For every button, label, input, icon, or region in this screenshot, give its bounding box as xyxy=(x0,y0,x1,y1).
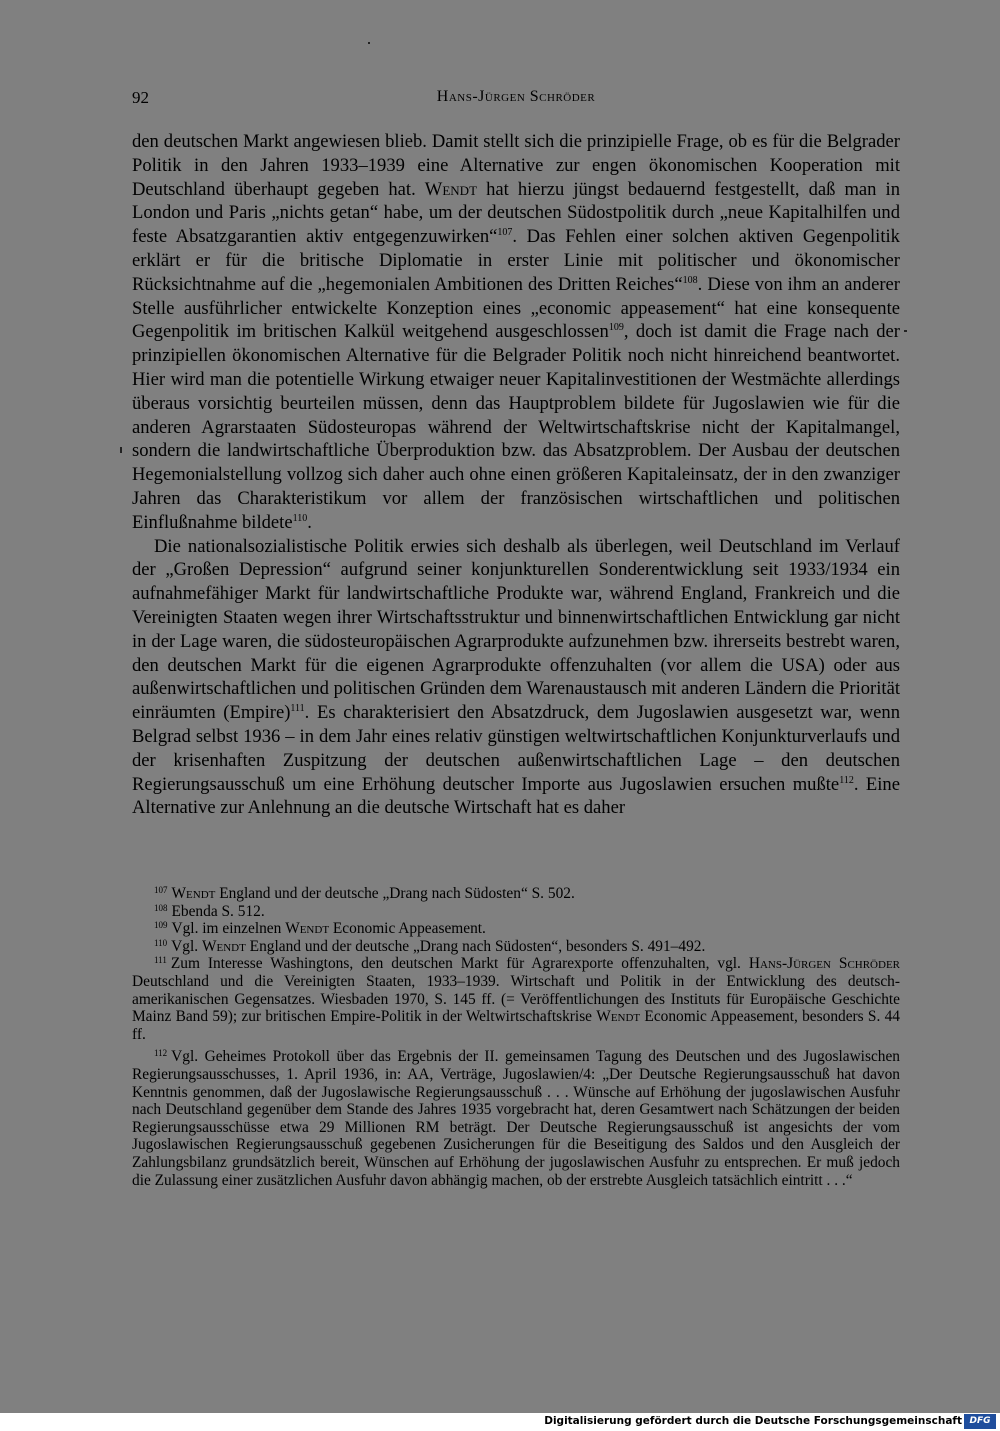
author-name: Hans-Jürgen Schröder xyxy=(748,955,901,973)
footnote-number: 107 xyxy=(154,885,168,895)
footnote-110 xyxy=(132,938,900,956)
footnote-text: Vgl. xyxy=(171,937,202,955)
funding-notice[interactable]: Digitalisierung gefördert durch die Deutsche Forschungsgemeinschaft xyxy=(544,1415,962,1427)
footnote-text: Economic Appeasement, besonders S. 44 ff. xyxy=(132,1008,900,1043)
footer-bar xyxy=(0,1413,1000,1431)
text-run: den deutschen Markt angewiesen blieb. Damit stellt sich die prinzipielle Frage, ob es für die Belgrader Politik in den Jahren 1933–1939 eine Alternative zur engen ökonomischen Kooperation mit Deutschland überhaupt gegeben hat. xyxy=(132,131,900,200)
author-name: Wendt xyxy=(424,178,478,200)
footnote-text: Vgl. im einzelnen xyxy=(171,920,286,938)
page-header xyxy=(132,88,900,112)
text-run: hat hierzu jüngst bedauernd festgestellt, daß man in London und Paris „nichts getan“ habe, um der deutschen Südostpolitik durch „neue Kapitalhilfen und feste Absatzgarantien aktiv entgegenzuwirken“ xyxy=(132,178,900,248)
paragraph xyxy=(132,130,900,535)
footnote-107 xyxy=(132,885,900,903)
footnote-ref[interactable]: 107 xyxy=(497,227,513,239)
text-run: . Es charakterisiert den Absatzdruck, dem Jugoslawien ausgesetzt war, wenn Belgrad selbst 1936 – in dem Jahr eines relativ günstigen weltwirtschaftlichen Konjunkturverlaufs und der krisenhaften Zuspitzung der deutschen außenwirtschaftlichen Lage – den deutschen Regierungsausschuß um eine Erhöhung deutscher Importe aus Jugoslawien ersuchen mußte xyxy=(132,702,900,795)
scan-speck xyxy=(368,42,370,44)
text-run: Die nationalsozialistische Politik erwies sich deshalb als überlegen, weil Deutschland im Verlauf der „Großen Depression“ aufgrund seiner konjunkturellen Sonderentwicklung seit 1933/1934 ein aufnahmefähiger Markt für landwirtschaftliche Produkte war, während England, Frankreich und die Vereinigten Staaten wegen ihrer Wirtschaftsstruktur und binnenwirtschaftlichen Entwicklung gar nicht in der Lage waren, die südosteuropäischen Agrarprodukte aufzunehmen bzw. ihrerseits bestrebt waren, den deutschen Markt für die eigenen Agrarprodukte offenzuhalten (vor allem die USA) oder aus außenwirtschaftlichen und politischen Gründen dem Warenaustausch mit anderen Ländern die Priorität einräumten (Empire) xyxy=(132,535,900,724)
author-name: Wendt xyxy=(285,920,330,938)
footnote-number: 110 xyxy=(154,937,168,948)
footnote-ref[interactable]: 110 xyxy=(292,512,308,524)
scan-speck xyxy=(904,330,907,332)
dfg-logo[interactable]: DFG xyxy=(964,1414,996,1429)
author-name: Wendt xyxy=(596,1008,641,1026)
footnote-text: Economic Appeasement. xyxy=(329,920,486,938)
page-number: 92 xyxy=(132,88,149,107)
footnotes xyxy=(132,885,900,1189)
footnote-text: Vgl. Geheimes Protokoll über das Ergebnis der II. gemeinsamen Tagung des Deutschen und des Jugoslawischen Regierungsausschusses, 1. April 1936, in: AA, Verträge, Jugoslawien/4: „Der Deutsche Regierungsausschuß hat davon Kenntnis genommen, daß der Jugoslawische Regierungsausschuß . . . Wünsche auf Erhöhung der jugoslawischen Ausfuhr nach Deutschland gegenüber dem Stande des Jahres 1935 vorgebracht hat, deren Gesamtwert nach Schätzungen der beiden Regierungsausschüsse etwa 29 Millionen RM beträgt. Der Deutsche Regierungsausschuß ist angesichts der vom Jugoslawischen Regierungsausschuß gegebenen Zusicherungen für die Beseitigung des Saldos und den Ausgleich der Zahlungsbilanz grundsätzlich bereit, Wünschen auf Erhöhung der jugoslawischen Ausfuhr zu entsprechen. Er muß jedoch die Zulassung einer zusätzlichen Ausfuhr davon abhängig machen, ob der erstrebte Ausgleich tatsächlich eintritt . . .“ xyxy=(132,1048,900,1189)
footnote-108 xyxy=(132,903,900,921)
footnote-112 xyxy=(132,1048,900,1189)
footnote-ref[interactable]: 109 xyxy=(608,322,624,334)
paragraph xyxy=(132,535,900,821)
footnote-text: Ebenda S. 512. xyxy=(171,902,265,920)
text-run: . xyxy=(307,511,312,533)
author-name: Wendt xyxy=(201,937,246,955)
footnote-number: 108 xyxy=(154,902,168,913)
footnote-text: England und der deutsche „Drang nach Südosten“ S. 502. xyxy=(215,885,575,902)
footnote-ref[interactable]: 111 xyxy=(290,703,305,715)
text-run: . Diese von ihm an anderer Stelle ausführlicher entwickelte Konzeption eines „economic appeasement“ hat eine konsequente Gegenpolitik im britischen Kalkül weitgehend ausgeschlossen xyxy=(132,273,900,343)
footnote-text: Deutschland und die Vereinigten Staaten, 1933–1939. Wirtschaft und Politik in der Entwicklung des deutsch-amerikanischen Gegensatzes. Wiesbaden 1970, S. 145 ff. (= Veröffentlichungen des Instituts für Europäische Geschichte Mainz Band 59); zur britischen Empire-Politik in der Weltwirtschaftskrise xyxy=(132,972,900,1026)
text-run: . Das Fehlen einer solchen aktiven Gegenpolitik erklärt er für die britische Diplomatie in erster Linie mit politischer und ökonomischer Rücksichtnahme auf die „hegemonialen Ambitionen des Dritten Reiches“ xyxy=(132,226,900,295)
footnote-number: 109 xyxy=(154,920,168,931)
footnote-text: Zum Interesse Washingtons, den deutschen Markt für Agrarexporte offenzuhalten, vgl. xyxy=(170,955,749,973)
footnote-ref[interactable]: 112 xyxy=(839,774,854,786)
footnote-111 xyxy=(132,955,900,1043)
footnote-109 xyxy=(132,920,900,938)
footnote-ref[interactable]: 108 xyxy=(682,274,698,286)
footnote-number: 112 xyxy=(154,1048,168,1059)
scan-speck xyxy=(120,447,122,453)
main-text xyxy=(132,130,900,820)
text-run: , doch ist damit die Frage nach der prinzipiellen ökonomischen Alternative für die Belgrader Politik noch nicht hinreichend beantwortet. Hier wird man die potentielle Wirkung etwaiger neuer Kapitalinvestitionen der Westmächte allerdings überaus vorsichtig beurteilen müssen, denn das Hauptproblem bildete für Jugoslawien wie für die anderen Agrarstaaten Südosteuropas während der Weltwirtschaftskrise nicht der Kapitalmangel, sondern die landwirtschaftliche Überproduktion bzw. das Absatzproblem. Der Ausbau der deutschen Hegemonialstellung vollzog sich daher auch ohne einen größeren Kapitaleinsatz, der in den zwanziger Jahren das Charakteristikum vor allem der französischen wirtschaftlichen und politischen Einflußnahme bildete xyxy=(132,321,900,533)
footnote-number: 111 xyxy=(154,955,167,966)
running-head: Hans-Jürgen Schröder xyxy=(436,88,596,105)
text-run: . Eine Alternative zur Anlehnung an die deutsche Wirtschaft hat es daher xyxy=(132,773,900,819)
footnote-text: England und der deutsche „Drang nach Südosten“, besonders S. 491–492. xyxy=(245,937,706,955)
author-name: Wendt xyxy=(171,885,216,902)
